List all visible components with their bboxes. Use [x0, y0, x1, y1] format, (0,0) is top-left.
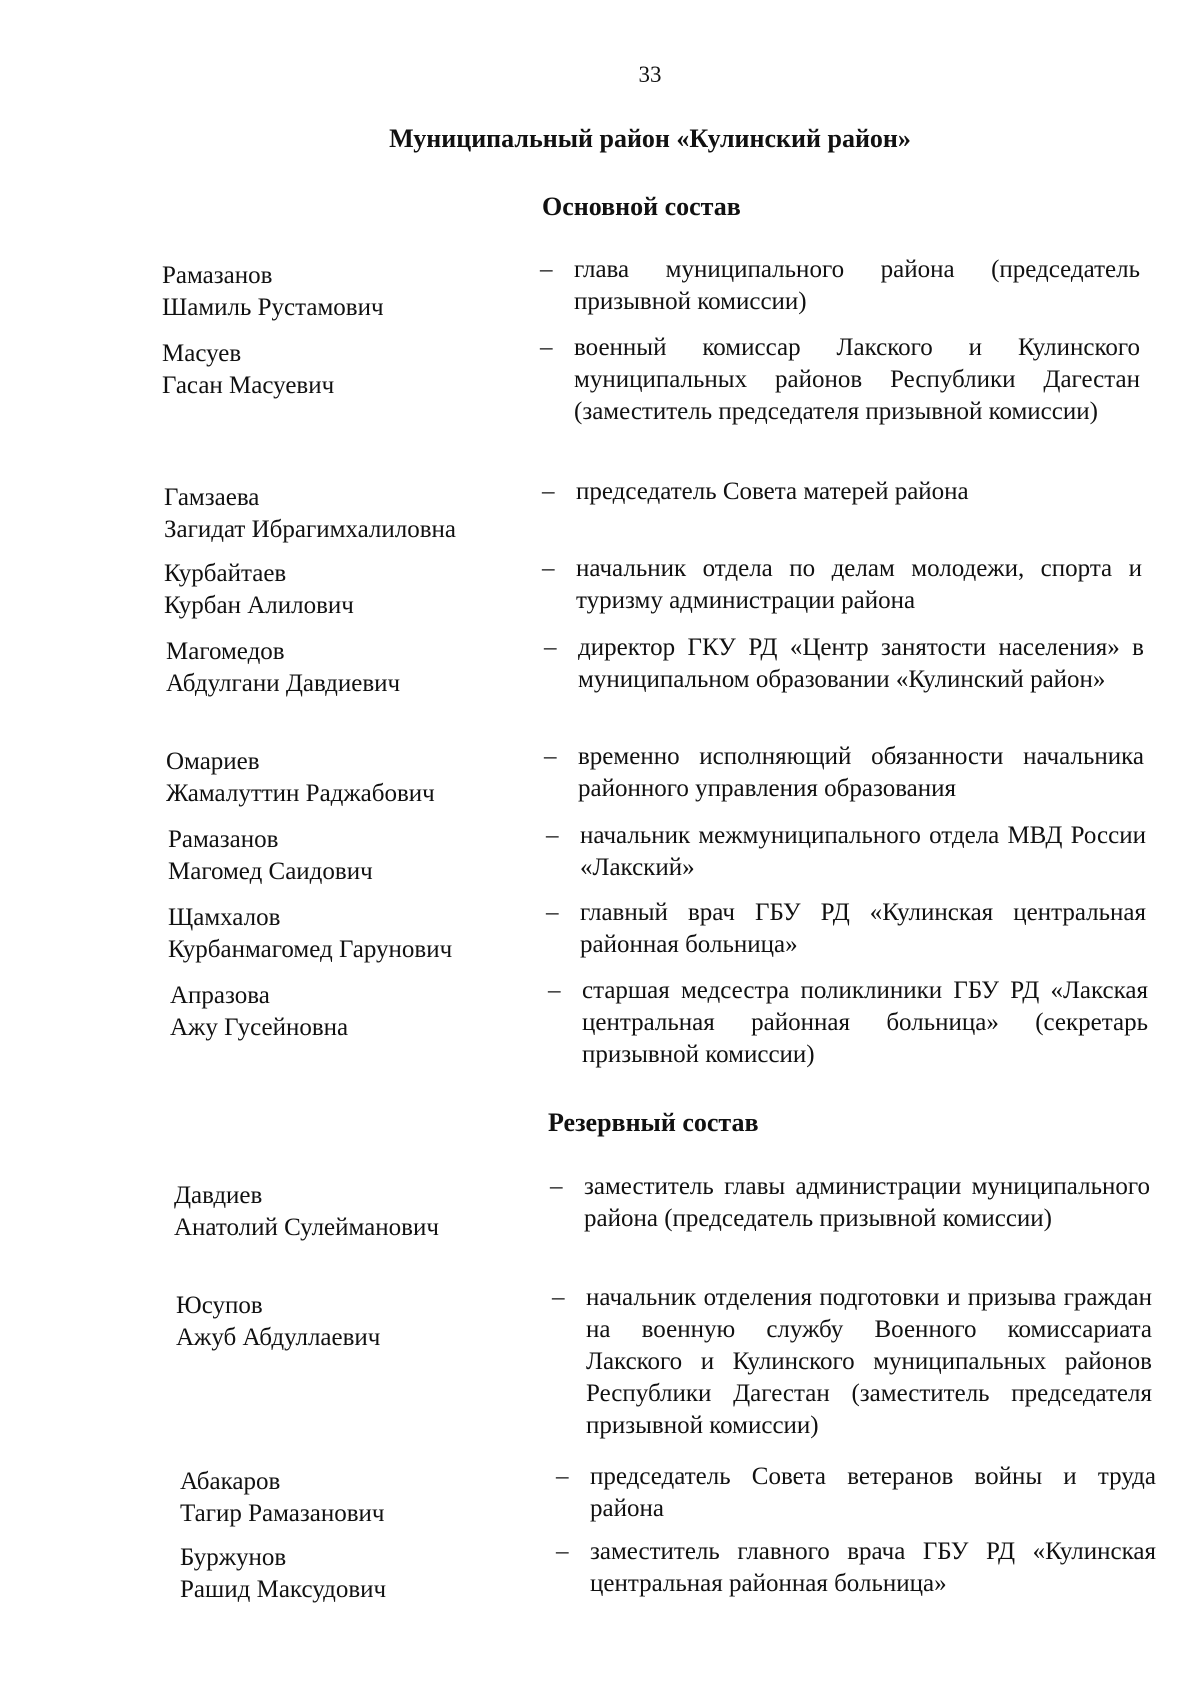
member-given-name: Курбанмагомед Гарунович	[168, 936, 453, 963]
member-surname: Масуев	[162, 340, 242, 367]
member-name	[164, 482, 456, 546]
dash-separator: –	[552, 1284, 565, 1311]
member-given-name: Загидат Ибрагимхалиловна	[164, 516, 457, 543]
member-surname: Гамзаева	[164, 484, 260, 511]
member-duty: – начальник межмуниципального отдела МВД России «Лакский»	[546, 822, 1146, 881]
member-name	[166, 636, 400, 700]
dash-separator: –	[542, 478, 555, 505]
reserve-member-name	[180, 1542, 386, 1606]
member-duty: – старшая медсестра поликлиники ГБУ РД «Лакская центральная районная больница» (секретарь призывной комиссии)	[548, 977, 1148, 1068]
member-given-name: Анатолий Сулейманович	[174, 1214, 439, 1241]
member-surname: Давдиев	[174, 1182, 263, 1209]
dash-separator: –	[542, 555, 555, 582]
member-given-name: Гасан Масуевич	[162, 372, 335, 399]
member-given-name: Шамиль Рустамович	[162, 294, 384, 321]
member-given-name: Тагир Рамазанович	[180, 1500, 385, 1527]
member-duty: – главный врач ГБУ РД «Кулинская центральная районная больница»	[546, 899, 1146, 958]
member-given-name: Магомед Саидович	[168, 858, 373, 885]
reserve-member-duty: – заместитель главного врача ГБУ РД «Кулинская центральная районная больница»	[556, 1538, 1156, 1597]
dash-separator: –	[540, 256, 553, 283]
member-surname: Абакаров	[180, 1468, 281, 1495]
reserve-member-name	[174, 1180, 439, 1244]
member-name	[164, 558, 354, 622]
reserve-member-duty: – председатель Совета ветеранов войны и труда района	[556, 1463, 1156, 1522]
reserve-member-name	[176, 1290, 380, 1354]
member-duty: – директор ГКУ РД «Центр занятости населения» в муниципальном образовании «Кулинский район»	[544, 634, 1144, 693]
member-given-name: Ажу Гусейновна	[170, 1014, 349, 1041]
dash-separator: –	[548, 977, 561, 1004]
dash-separator: –	[544, 743, 557, 770]
dash-separator: –	[550, 1173, 563, 1200]
member-duty: – начальник отдела по делам молодежи, спорта и туризму администрации района	[542, 555, 1142, 614]
page-number: 33	[638, 62, 662, 87]
member-name	[168, 902, 452, 966]
member-surname: Юсупов	[176, 1292, 263, 1319]
member-surname: Магомедов	[166, 638, 285, 665]
dash-separator: –	[556, 1538, 569, 1565]
member-given-name: Курбан Алилович	[164, 592, 354, 619]
reserve-member-name	[180, 1466, 384, 1530]
member-given-name: Абдулгани Давдиевич	[166, 670, 401, 697]
member-surname: Щамхалов	[168, 904, 281, 931]
dash-separator: –	[544, 634, 557, 661]
member-surname: Курбайтаев	[164, 560, 287, 587]
member-given-name: Жамалуттин Раджабович	[166, 780, 435, 807]
reserve-section-heading: Резервный состав	[548, 1108, 759, 1137]
member-surname: Буржунов	[180, 1544, 287, 1571]
main-section-heading: Основной состав	[542, 192, 741, 221]
dash-separator: –	[546, 822, 559, 849]
member-duty: – военный комиссар Лакского и Кулинского муниципальных районов Республики Дагестан (заместитель председателя призывной комиссии)	[540, 334, 1140, 425]
member-given-name: Ажуб Абдуллаевич	[176, 1324, 381, 1351]
member-duty: – председатель Совета матерей района	[576, 476, 1142, 508]
member-duty: – глава муниципального района (председатель призывной комиссии)	[540, 256, 1140, 315]
member-surname: Омариев	[166, 748, 260, 775]
document-title: Муниципальный район «Кулинский район»	[389, 124, 911, 153]
dash-separator: –	[546, 899, 559, 926]
reserve-member-duty: – заместитель главы администрации муниципального района (председатель призывной комиссии)	[550, 1173, 1150, 1232]
reserve-member-duty: – начальник отделения подготовки и призыва граждан на военную службу Военного комиссариата Лакского и Кулинского муниципальных районов Республики Дагестан (заместитель председателя призывной комиссии)	[552, 1284, 1152, 1439]
member-name	[162, 338, 334, 402]
member-name	[170, 980, 348, 1044]
member-surname: Рамазанов	[168, 826, 279, 853]
member-name	[166, 746, 435, 810]
dash-separator: –	[556, 1463, 569, 1490]
member-surname: Рамазанов	[162, 262, 273, 289]
member-surname: Апразова	[170, 982, 270, 1009]
member-name	[168, 824, 373, 888]
dash-separator: –	[540, 334, 553, 361]
member-duty: – временно исполняющий обязанности начальника районного управления образования	[544, 743, 1144, 802]
member-given-name: Рашид Максудович	[180, 1576, 387, 1603]
member-name	[162, 260, 384, 324]
